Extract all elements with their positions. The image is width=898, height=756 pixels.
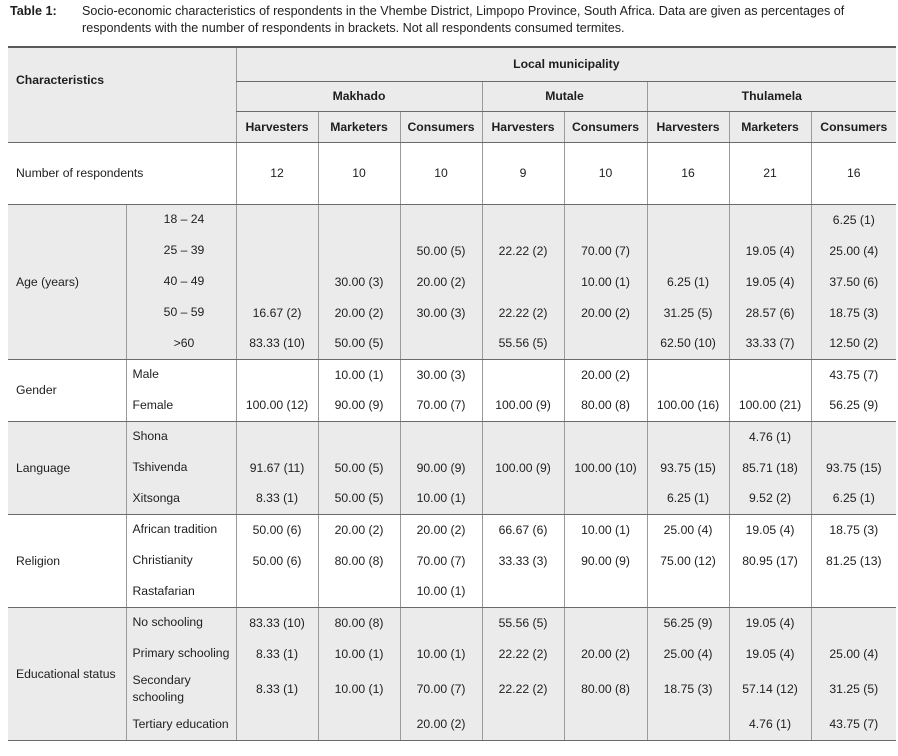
table-cell: 37.50 (6) bbox=[811, 266, 896, 297]
table-cell bbox=[564, 421, 647, 452]
table-row bbox=[8, 297, 896, 328]
header-row-columns bbox=[8, 111, 896, 142]
respondents-count: 21 bbox=[729, 142, 811, 204]
group-label: Gender bbox=[8, 359, 126, 421]
respondents-count: 9 bbox=[482, 142, 564, 204]
table-cell: 83.33 (10) bbox=[236, 328, 318, 359]
table-cell: 100.00 (21) bbox=[729, 390, 811, 421]
table-row bbox=[8, 638, 896, 669]
column-header: Harvesters bbox=[236, 111, 318, 142]
table-body bbox=[8, 204, 896, 740]
table-cell: 80.00 (8) bbox=[318, 545, 400, 576]
column-header: Marketers bbox=[318, 111, 400, 142]
table-cell: 20.00 (2) bbox=[564, 297, 647, 328]
table-cell bbox=[400, 607, 482, 638]
table-cell bbox=[811, 576, 896, 607]
table-cell bbox=[647, 235, 729, 266]
table-cell: 8.33 (1) bbox=[236, 638, 318, 669]
row-label: Primary schooling bbox=[126, 638, 236, 669]
table-cell bbox=[236, 235, 318, 266]
table-cell: 19.05 (4) bbox=[729, 514, 811, 545]
table-cell bbox=[236, 576, 318, 607]
respondents-count: 12 bbox=[236, 142, 318, 204]
table-cell: 81.25 (13) bbox=[811, 545, 896, 576]
table-cell: 6.25 (1) bbox=[647, 483, 729, 514]
table-cell: 83.33 (10) bbox=[236, 607, 318, 638]
table-cell: 20.00 (2) bbox=[318, 297, 400, 328]
row-label: Christianity bbox=[126, 545, 236, 576]
table-cell: 6.25 (1) bbox=[811, 483, 896, 514]
table-cell: 90.00 (9) bbox=[564, 545, 647, 576]
table-cell: 100.00 (16) bbox=[647, 390, 729, 421]
table-cell: 25.00 (4) bbox=[811, 638, 896, 669]
table-cell: 25.00 (4) bbox=[811, 235, 896, 266]
table-cell: 75.00 (12) bbox=[647, 545, 729, 576]
column-header: Consumers bbox=[811, 111, 896, 142]
table-cell: 93.75 (15) bbox=[811, 452, 896, 483]
respondents-count: 10 bbox=[564, 142, 647, 204]
table-cell bbox=[811, 421, 896, 452]
table-cell: 62.50 (10) bbox=[647, 328, 729, 359]
row-label: Secondary schooling bbox=[126, 669, 236, 709]
table-cell bbox=[400, 204, 482, 235]
table-row bbox=[8, 328, 896, 359]
table-cell: 70.00 (7) bbox=[400, 545, 482, 576]
table-cell bbox=[318, 421, 400, 452]
table-cell: 50.00 (6) bbox=[236, 514, 318, 545]
table-cell bbox=[236, 266, 318, 297]
table-cell: 22.22 (2) bbox=[482, 638, 564, 669]
table-cell: 20.00 (2) bbox=[400, 514, 482, 545]
table-row bbox=[8, 421, 896, 452]
row-label: Rastafarian bbox=[126, 576, 236, 607]
header-characteristics: Characteristics bbox=[8, 47, 236, 111]
table-cell bbox=[482, 204, 564, 235]
column-header: Consumers bbox=[564, 111, 647, 142]
table-cell: 43.75 (7) bbox=[811, 709, 896, 740]
row-label: 50 – 59 bbox=[126, 297, 236, 328]
table-row bbox=[8, 359, 896, 390]
table-cell bbox=[564, 328, 647, 359]
table-cell: 20.00 (2) bbox=[564, 638, 647, 669]
table-cell bbox=[564, 709, 647, 740]
table-cell: 10.00 (1) bbox=[318, 669, 400, 709]
table-cell: 33.33 (3) bbox=[482, 545, 564, 576]
column-header: Consumers bbox=[400, 111, 482, 142]
table-cell: 100.00 (9) bbox=[482, 390, 564, 421]
table-cell: 6.25 (1) bbox=[811, 204, 896, 235]
table-cell: 22.22 (2) bbox=[482, 297, 564, 328]
table-cell: 30.00 (3) bbox=[400, 297, 482, 328]
table-cell: 19.05 (4) bbox=[729, 235, 811, 266]
table-row bbox=[8, 452, 896, 483]
table-cell: 43.75 (7) bbox=[811, 359, 896, 390]
table-cell bbox=[729, 576, 811, 607]
table-cell: 33.33 (7) bbox=[729, 328, 811, 359]
table-cell: 80.00 (8) bbox=[564, 390, 647, 421]
table-cell: 6.25 (1) bbox=[647, 266, 729, 297]
table-cell: 57.14 (12) bbox=[729, 669, 811, 709]
table-cell: 50.00 (5) bbox=[400, 235, 482, 266]
column-header: Marketers bbox=[729, 111, 811, 142]
table-row bbox=[8, 607, 896, 638]
table-cell bbox=[729, 359, 811, 390]
table-cell bbox=[647, 359, 729, 390]
table-cell: 20.00 (2) bbox=[318, 514, 400, 545]
table-cell: 30.00 (3) bbox=[400, 359, 482, 390]
table-cell bbox=[811, 607, 896, 638]
group-label: Age (years) bbox=[8, 204, 126, 359]
row-label: >60 bbox=[126, 328, 236, 359]
header-thulamela: Thulamela bbox=[647, 81, 896, 111]
header-mutale: Mutale bbox=[482, 81, 647, 111]
table-row bbox=[8, 669, 896, 709]
table-cell: 56.25 (9) bbox=[647, 607, 729, 638]
respondents-label: Number of respondents bbox=[8, 142, 236, 204]
table-cell bbox=[647, 204, 729, 235]
table-cell: 80.00 (8) bbox=[318, 607, 400, 638]
row-label: Tshivenda bbox=[126, 452, 236, 483]
table-cell: 16.67 (2) bbox=[236, 297, 318, 328]
table-row bbox=[8, 483, 896, 514]
table-cell: 10.00 (1) bbox=[318, 359, 400, 390]
table-cell: 8.33 (1) bbox=[236, 669, 318, 709]
table-cell: 50.00 (6) bbox=[236, 545, 318, 576]
table-cell: 19.05 (4) bbox=[729, 266, 811, 297]
table-cell: 4.76 (1) bbox=[729, 709, 811, 740]
respondents-row bbox=[8, 142, 896, 204]
table-cell: 30.00 (3) bbox=[318, 266, 400, 297]
respondents-count: 10 bbox=[318, 142, 400, 204]
respondents-count: 16 bbox=[647, 142, 729, 204]
table-cell bbox=[647, 576, 729, 607]
table-row bbox=[8, 266, 896, 297]
table-row bbox=[8, 235, 896, 266]
table-cell: 90.00 (9) bbox=[318, 390, 400, 421]
table-row bbox=[8, 390, 896, 421]
table-cell: 20.00 (2) bbox=[400, 709, 482, 740]
table-cell: 100.00 (12) bbox=[236, 390, 318, 421]
table-cell: 50.00 (5) bbox=[318, 483, 400, 514]
table-header bbox=[8, 47, 896, 204]
row-label: Male bbox=[126, 359, 236, 390]
table-cell: 80.95 (17) bbox=[729, 545, 811, 576]
table-cell bbox=[482, 266, 564, 297]
table-cell: 10.00 (1) bbox=[318, 638, 400, 669]
table-cell: 50.00 (5) bbox=[318, 452, 400, 483]
row-label: No schooling bbox=[126, 607, 236, 638]
table-cell: 20.00 (2) bbox=[400, 266, 482, 297]
caption-label: Table 1: bbox=[10, 4, 57, 18]
data-table bbox=[8, 46, 896, 741]
table-cell: 25.00 (4) bbox=[647, 638, 729, 669]
header-row-municipality bbox=[8, 47, 896, 81]
table-cell: 100.00 (9) bbox=[482, 452, 564, 483]
header-makhado: Makhado bbox=[236, 81, 482, 111]
row-label: 40 – 49 bbox=[126, 266, 236, 297]
table-cell: 4.76 (1) bbox=[729, 421, 811, 452]
table-cell bbox=[647, 709, 729, 740]
table-cell: 9.52 (2) bbox=[729, 483, 811, 514]
row-label: African tradition bbox=[126, 514, 236, 545]
table-cell: 18.75 (3) bbox=[811, 514, 896, 545]
table-cell bbox=[564, 483, 647, 514]
table-cell: 50.00 (5) bbox=[318, 328, 400, 359]
table-cell bbox=[564, 204, 647, 235]
table-cell: 18.75 (3) bbox=[647, 669, 729, 709]
table-row bbox=[8, 204, 896, 235]
table-cell: 55.56 (5) bbox=[482, 607, 564, 638]
table-cell: 56.25 (9) bbox=[811, 390, 896, 421]
header-blank-cell bbox=[8, 111, 236, 142]
table-cell bbox=[400, 421, 482, 452]
table-row bbox=[8, 576, 896, 607]
table-cell: 55.56 (5) bbox=[482, 328, 564, 359]
table-cell bbox=[564, 576, 647, 607]
table-cell bbox=[318, 235, 400, 266]
table-cell bbox=[318, 204, 400, 235]
table-row bbox=[8, 545, 896, 576]
table-cell: 22.22 (2) bbox=[482, 669, 564, 709]
table-cell: 31.25 (5) bbox=[647, 297, 729, 328]
table-cell bbox=[482, 709, 564, 740]
table-cell: 8.33 (1) bbox=[236, 483, 318, 514]
row-label: Shona bbox=[126, 421, 236, 452]
table-row bbox=[8, 514, 896, 545]
table-cell: 20.00 (2) bbox=[564, 359, 647, 390]
table-cell: 19.05 (4) bbox=[729, 607, 811, 638]
table-cell bbox=[236, 359, 318, 390]
table-cell bbox=[318, 576, 400, 607]
table-cell: 31.25 (5) bbox=[811, 669, 896, 709]
table-cell: 70.00 (7) bbox=[400, 390, 482, 421]
table-cell bbox=[482, 421, 564, 452]
table-cell: 10.00 (1) bbox=[400, 483, 482, 514]
table-cell: 28.57 (6) bbox=[729, 297, 811, 328]
table-cell bbox=[482, 576, 564, 607]
table-cell bbox=[236, 709, 318, 740]
column-header: Harvesters bbox=[647, 111, 729, 142]
table-cell bbox=[236, 204, 318, 235]
table-cell: 10.00 (1) bbox=[400, 576, 482, 607]
row-label: 18 – 24 bbox=[126, 204, 236, 235]
header-local-municipality: Local municipality bbox=[236, 47, 896, 81]
row-label: Xitsonga bbox=[126, 483, 236, 514]
row-label: 25 – 39 bbox=[126, 235, 236, 266]
column-header: Harvesters bbox=[482, 111, 564, 142]
table-cell: 66.67 (6) bbox=[482, 514, 564, 545]
table-row bbox=[8, 709, 896, 740]
table-cell: 12.50 (2) bbox=[811, 328, 896, 359]
group-label: Religion bbox=[8, 514, 126, 607]
table-cell: 93.75 (15) bbox=[647, 452, 729, 483]
table-cell: 22.22 (2) bbox=[482, 235, 564, 266]
table-cell bbox=[647, 421, 729, 452]
caption-text: Socio-economic characteristics of respondents in the Vhembe District, Limpopo Province, South Africa. Data are given as percentages of respondents with the number of respondents in brackets. Not all respondents consumed termites. bbox=[82, 4, 845, 35]
table-cell: 80.00 (8) bbox=[564, 669, 647, 709]
group-label: Language bbox=[8, 421, 126, 514]
table-cell: 91.67 (11) bbox=[236, 452, 318, 483]
row-label: Tertiary education bbox=[126, 709, 236, 740]
table-cell bbox=[482, 359, 564, 390]
table-cell: 19.05 (4) bbox=[729, 638, 811, 669]
table-cell bbox=[482, 483, 564, 514]
table-cell bbox=[236, 421, 318, 452]
table-cell: 90.00 (9) bbox=[400, 452, 482, 483]
respondents-count: 10 bbox=[400, 142, 482, 204]
table-cell: 70.00 (7) bbox=[400, 669, 482, 709]
table-cell bbox=[729, 204, 811, 235]
table-cell: 10.00 (1) bbox=[400, 638, 482, 669]
table-cell bbox=[400, 328, 482, 359]
table-cell: 18.75 (3) bbox=[811, 297, 896, 328]
table-cell bbox=[564, 607, 647, 638]
table-caption bbox=[0, 0, 898, 44]
group-label: Educational status bbox=[8, 607, 126, 740]
table-cell: 10.00 (1) bbox=[564, 514, 647, 545]
table-cell bbox=[318, 709, 400, 740]
respondents-count: 16 bbox=[811, 142, 896, 204]
table-cell: 10.00 (1) bbox=[564, 266, 647, 297]
row-label: Female bbox=[126, 390, 236, 421]
table-cell: 70.00 (7) bbox=[564, 235, 647, 266]
table-cell: 25.00 (4) bbox=[647, 514, 729, 545]
table-cell: 85.71 (18) bbox=[729, 452, 811, 483]
table-cell: 100.00 (10) bbox=[564, 452, 647, 483]
